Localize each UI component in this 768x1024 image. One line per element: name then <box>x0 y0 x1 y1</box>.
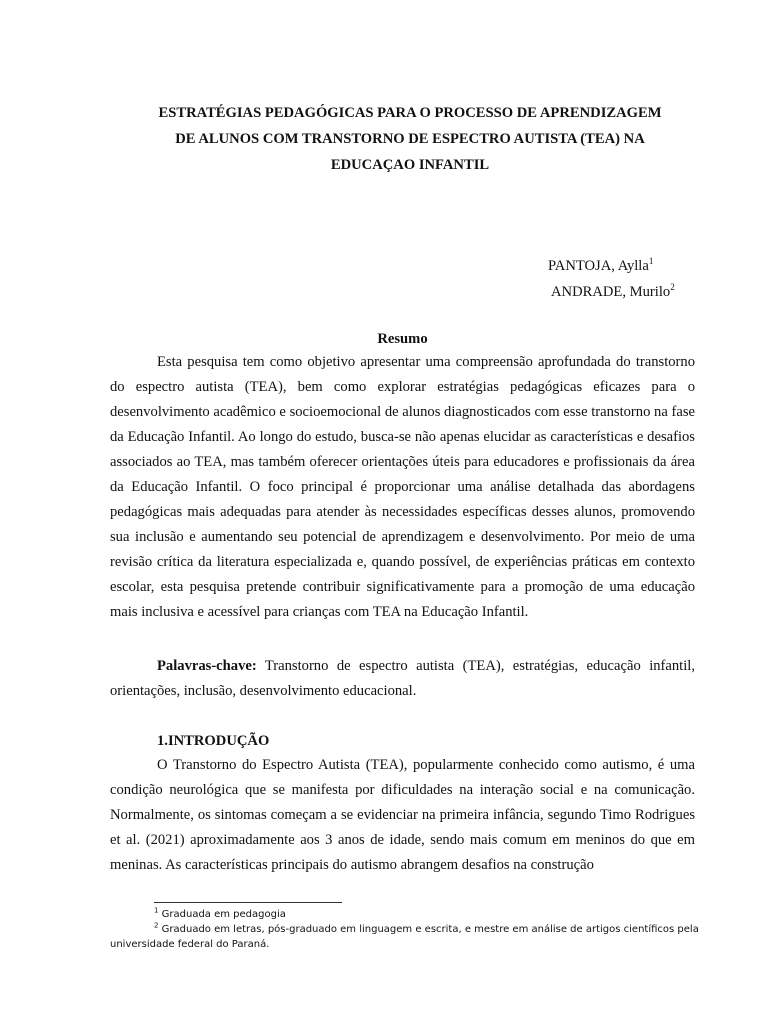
author-2 <box>548 279 675 305</box>
title-line-3: EDUCAÇAO INFANTIL <box>330 157 490 173</box>
footnote-1 <box>110 907 700 922</box>
keywords <box>110 654 695 704</box>
abstract-body <box>110 350 695 625</box>
keywords-text: Transtorno de espectro autista (TEA), estratégias, educação infantil, orientações, inclusão, desenvolvimento educacional. <box>110 658 695 699</box>
introduction-paragraph: O Transtorno do Espectro Autista (TEA), popularmente conhecido como autismo, é uma condição neurológica que se manifesta por dificuldades na interação social e na comunicação. Normalmente, os sintomas começam a se evidenciar na primeira infância, segundo Timo Rodrigues et al. (2021) aproximadamente aos 3 anos de idade, sendo mais comum em meninos do que em meninas. As características principais do autismo abrangem desafios na construção <box>110 757 695 873</box>
author-1-name: PANTOJA, Aylla <box>548 258 649 274</box>
document-title <box>110 100 710 178</box>
author-1-footnote-ref: 1 <box>648 256 654 267</box>
author-2-footnote-ref: 2 <box>670 282 675 293</box>
author-list <box>548 253 675 305</box>
keywords-paragraph <box>110 654 695 704</box>
footnotes <box>110 907 700 952</box>
author-1 <box>548 253 675 279</box>
footnote-1-mark: 1 <box>154 906 159 915</box>
footnote-1-text: Graduada em pedagogia <box>158 909 286 920</box>
keywords-label: Palavras-chave: <box>157 658 257 674</box>
footnote-2 <box>110 922 700 952</box>
abstract-paragraph: Esta pesquisa tem como objetivo apresentar uma compreensão aprofundada do transtorno do espectro autista (TEA), bem como explorar estratégias pedagógicas eficazes para o desenvolvimento acadêmico e socioemocional de alunos diagnosticados com esse transtorno na fase da Educação Infantil. Ao longo do estudo, busca-se não apenas elucidar as características e desafios associados ao TEA, mas também oferecer orientações úteis para educadores e profissionais da área da Educação Infantil. O foco principal é proporcionar uma análise detalhada das abordagens pedagógicas mais adequadas para atender às necessidades específicas desses alunos, promovendo sua inclusão e aumentando seu potencial de aprendizagem e desenvolvimento. Por meio de uma revisão crítica da literatura especializada e, quando possível, de experiências práticas em contexto escolar, esta pesquisa pretende contribuir significativamente para a promoção de uma educação mais inclusiva e acessível para crianças com TEA na Educação Infantil. <box>110 354 695 620</box>
title-line-2: DE ALUNOS COM TRANSTORNO DE ESPECTRO AUTISTA (TEA) NA <box>175 131 645 147</box>
author-2-name: ANDRADE, Murilo <box>551 284 671 300</box>
introduction-heading: 1.INTRODUÇÃO <box>157 733 270 749</box>
footnote-2-mark: 2 <box>154 921 159 930</box>
footnote-2-text: Graduado em letras, pós-graduado em linguagem e escrita, e mestre em análise de artigos científicos pela universidade federal do Paraná. <box>110 924 699 950</box>
introduction-body <box>110 753 695 878</box>
abstract-heading: Resumo <box>377 331 428 347</box>
footnote-separator <box>154 902 342 903</box>
title-line-1: ESTRATÉGIAS PEDAGÓGICAS PARA O PROCESSO DE APRENDIZAGEM <box>158 105 662 121</box>
